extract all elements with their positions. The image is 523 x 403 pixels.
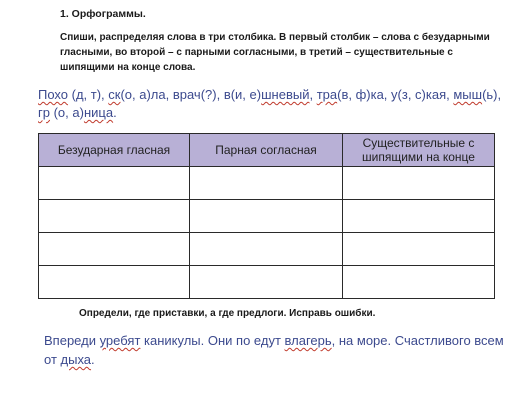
- word-misspelled-segment: тра: [316, 87, 338, 102]
- word-segment: .: [113, 105, 117, 120]
- word-segment: (д, т),: [68, 87, 109, 102]
- word-segment: ,: [309, 87, 317, 102]
- word-segment: (о, а)ла, врач(?), в(и, е): [120, 87, 262, 102]
- table-row: [39, 233, 495, 266]
- exercise-heading: 1. Орфограммы.: [60, 8, 146, 20]
- exercise2-instruction: Определи, где приставки, а где предлоги. Исправь ошибки.: [79, 308, 376, 319]
- column-header-unstressed-vowel: Безударная гласная: [39, 134, 190, 167]
- sentence-text: [44, 331, 504, 369]
- table-header-row: [39, 134, 495, 167]
- table-cell[interactable]: [343, 167, 495, 200]
- word-misspelled-segment: Похо: [38, 87, 69, 102]
- word-misspelled-segment: шневый: [261, 87, 310, 102]
- sentence-segment: Впереди: [44, 333, 100, 348]
- sentence-segment: , на море. Счастливого всем от: [44, 333, 504, 367]
- sorting-table: [38, 133, 495, 299]
- sentence-misspelled-segment: уребят: [99, 333, 141, 348]
- column-header-sibilant-ending: Существительные с шипящими на конце: [343, 134, 495, 167]
- table-row: [39, 200, 495, 233]
- table-cell[interactable]: [39, 167, 190, 200]
- table-cell[interactable]: [343, 266, 495, 299]
- word-misspelled-segment: ск: [108, 87, 121, 102]
- table-cell[interactable]: [190, 200, 343, 233]
- table-cell[interactable]: [39, 233, 190, 266]
- table-cell[interactable]: [190, 167, 343, 200]
- table-row: [39, 266, 495, 299]
- sentence-misspelled-segment: дыха: [60, 352, 92, 367]
- word-segment: (ь),: [482, 87, 502, 102]
- word-segment: (о, а): [49, 105, 84, 120]
- word-misspelled-segment: ница: [83, 105, 114, 120]
- table-row: [39, 167, 495, 200]
- word-segment: (в, ф)ка, у(з, с)кая,: [337, 87, 454, 102]
- table-cell[interactable]: [39, 200, 190, 233]
- table-cell[interactable]: [190, 266, 343, 299]
- word-list: [38, 86, 508, 122]
- sentence-misspelled-segment: влагерь: [284, 333, 332, 348]
- column-header-paired-consonant: Парная согласная: [190, 134, 343, 167]
- word-misspelled-segment: мыш: [453, 87, 483, 102]
- exercise-instruction: Спиши, распределяя слова в три столбика. В первый столбик – слова с безударными гласными, во второй – с парными согласными, в третий – существительные с шипящими на конце слова.: [60, 32, 490, 73]
- table-cell[interactable]: [190, 233, 343, 266]
- table-cell[interactable]: [343, 233, 495, 266]
- table-cell[interactable]: [343, 200, 495, 233]
- sentence-segment: каникулы. Они по едут: [140, 333, 285, 348]
- table-cell[interactable]: [39, 266, 190, 299]
- word-misspelled-segment: гр: [38, 105, 50, 120]
- sentence-segment: .: [91, 352, 95, 367]
